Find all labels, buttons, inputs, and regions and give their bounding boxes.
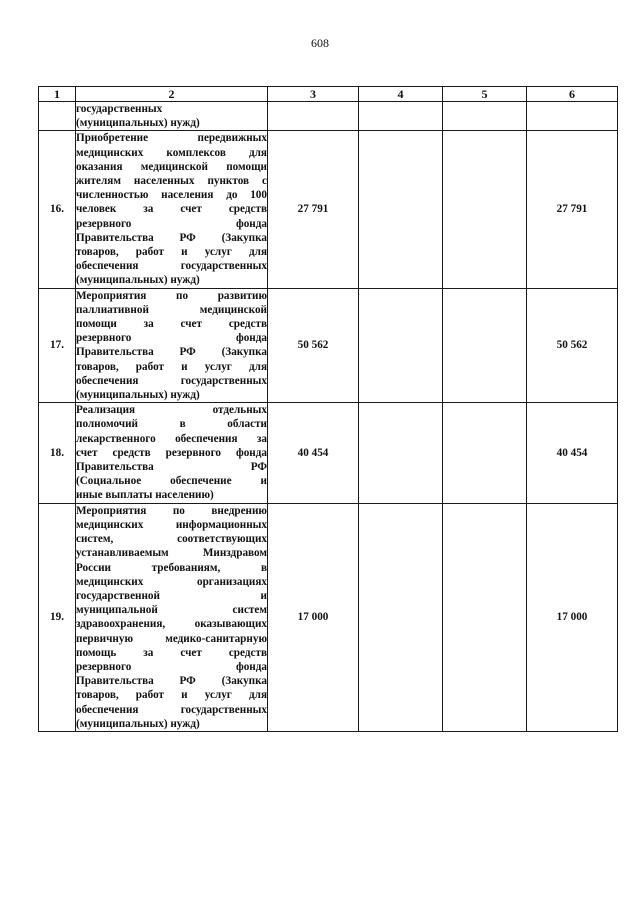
row-value-col5 [443, 503, 527, 731]
description-line: (муниципальных) нужд) [76, 389, 200, 402]
row-value-col3 [268, 102, 359, 131]
description-text [76, 289, 267, 403]
description-line: (муниципальных) нужд) [76, 117, 200, 130]
description-line: государственной и [76, 589, 267, 602]
description-line: России требованиям, в [76, 561, 267, 574]
row-description [76, 403, 268, 503]
description-line: резервного фонда [76, 217, 267, 230]
description-line: здравоохранения, оказывающих [76, 618, 267, 631]
description-line: помощь за счет средств [76, 646, 267, 659]
description-line: Правительства РФ (Закупка [76, 675, 267, 688]
description-line: обеспечения государственных [76, 703, 267, 716]
description-line: Правительства РФ (Закупка [76, 231, 267, 244]
description-line: помощи за счет средств [76, 318, 267, 331]
header-col-1: 1 [39, 87, 76, 102]
description-line: паллиативной медицинской [76, 303, 267, 316]
description-line: резервного фонда [76, 332, 267, 345]
table-row [39, 403, 618, 503]
description-line: численностью населения до 100 [76, 189, 267, 202]
description-line: оказания медицинской помощи [76, 160, 267, 173]
table-row [39, 131, 618, 288]
row-value-col5 [443, 131, 527, 288]
row-value-col6: 50 562 [527, 288, 618, 403]
description-text [76, 403, 267, 502]
table-header-row [39, 87, 618, 102]
row-value-col5 [443, 102, 527, 131]
row-value-col3: 40 454 [268, 403, 359, 503]
row-description [76, 503, 268, 731]
row-number: 19. [39, 503, 76, 731]
row-number [39, 102, 76, 131]
description-text [76, 131, 267, 287]
description-line: систем, соответствующих [76, 533, 267, 546]
header-col-6: 6 [527, 87, 618, 102]
description-line: товаров, работ и услуг для [76, 246, 267, 259]
header-col-2: 2 [76, 87, 268, 102]
row-value-col4 [359, 288, 443, 403]
description-line: Мероприятия по развитию [76, 289, 267, 302]
description-line: товаров, работ и услуг для [76, 689, 267, 702]
description-line: государственных [76, 103, 163, 115]
description-line: устанавливаемым Минздравом [76, 547, 267, 560]
description-line: иные выплаты населению) [76, 489, 214, 502]
description-line: Мероприятия по внедрению [76, 504, 267, 517]
description-line: лекарственного обеспечения за [76, 432, 267, 445]
row-value-col4 [359, 503, 443, 731]
row-value-col4 [359, 403, 443, 503]
description-line: (муниципальных) нужд) [76, 717, 200, 730]
description-line: обеспечения государственных [76, 260, 267, 273]
description-text [76, 102, 267, 130]
header-col-5: 5 [443, 87, 527, 102]
header-col-3: 3 [268, 87, 359, 102]
row-number: 16. [39, 131, 76, 288]
row-description [76, 102, 268, 131]
table-row [39, 288, 618, 403]
row-value-col6: 17 000 [527, 503, 618, 731]
row-number: 18. [39, 403, 76, 503]
description-line: первичную медико-санитарную [76, 632, 267, 645]
table-row [39, 102, 618, 131]
row-description [76, 131, 268, 288]
description-line: человек за счет средств [76, 203, 267, 216]
row-value-col6 [527, 102, 618, 131]
description-line: резервного фонда [76, 660, 267, 673]
description-line: Приобретение передвижных [76, 132, 267, 145]
row-value-col3: 17 000 [268, 503, 359, 731]
row-description [76, 288, 268, 403]
description-line: медицинских организациях [76, 575, 267, 588]
budget-table [38, 86, 618, 732]
row-value-col3: 50 562 [268, 288, 359, 403]
row-value-col6: 40 454 [527, 403, 618, 503]
description-line: медицинских информационных [76, 518, 267, 531]
description-line: (муниципальных) нужд) [76, 274, 200, 287]
header-col-4: 4 [359, 87, 443, 102]
row-value-col4 [359, 131, 443, 288]
description-line: (Социальное обеспечение и [76, 475, 267, 488]
description-line: счет средств резервного фонда [76, 446, 267, 459]
row-value-col5 [443, 288, 527, 403]
description-line: Реализация отдельных [76, 404, 267, 417]
description-line: обеспечения государственных [76, 374, 267, 387]
description-line: жителям населенных пунктов с [76, 175, 267, 188]
description-text [76, 504, 267, 731]
description-line: товаров, работ и услуг для [76, 360, 267, 373]
description-line: муниципальной систем [76, 604, 267, 617]
table-row [39, 503, 618, 731]
description-line: Правительства РФ (Закупка [76, 346, 267, 359]
page-number: 608 [311, 36, 329, 50]
description-line: полномочий в области [76, 418, 267, 431]
row-value-col5 [443, 403, 527, 503]
description-line: Правительства РФ [76, 461, 267, 474]
description-line: медицинских комплексов для [76, 146, 267, 159]
row-value-col6: 27 791 [527, 131, 618, 288]
row-number: 17. [39, 288, 76, 403]
row-value-col4 [359, 102, 443, 131]
row-value-col3: 27 791 [268, 131, 359, 288]
